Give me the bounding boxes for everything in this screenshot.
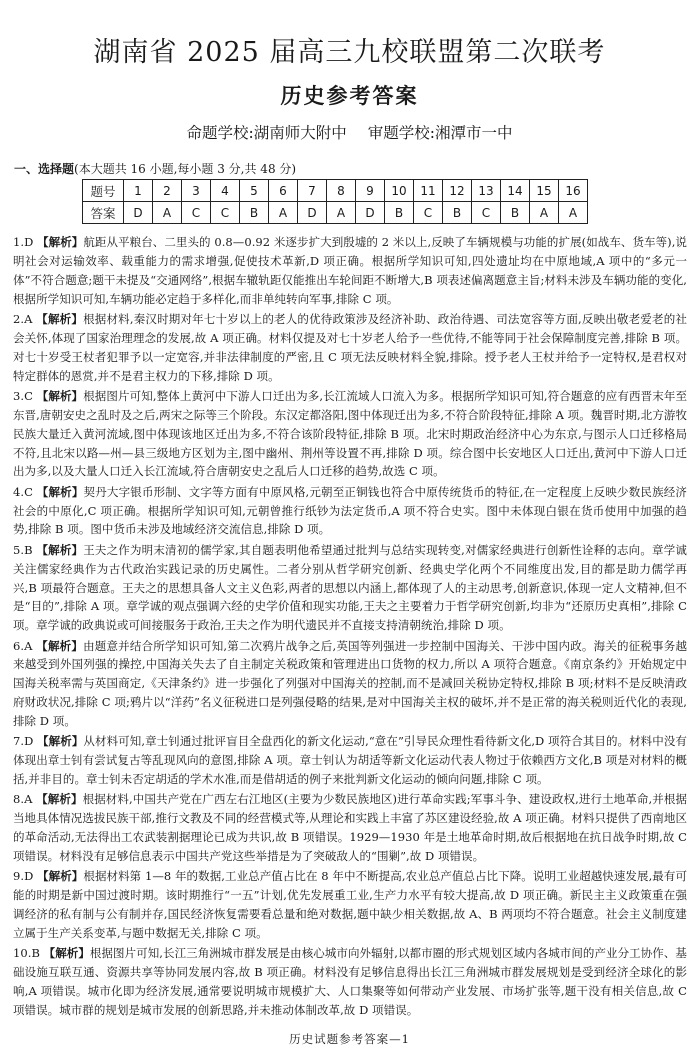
answer-cell: B <box>240 202 269 224</box>
answer-cell: A <box>269 202 298 224</box>
analysis-tag: 【解析】 <box>36 542 84 557</box>
explanation-text: 根据材料,秦汉时期对年七十岁以上的老人的优待政策涉及经济补助、政治待遇、司法宽容等方面,反映出敬老爱老的社会关怀,体现了国家治理理念的发展,故 A 项正确。材料仅提及对七十岁老人给予一些优待,不能等同于社会保障制度完善,排除 B 项。对七十岁受王杖者犯罪予以一定宽容,并非法律制度的严密,且 C 项无法反映材料全貌,排除。授予老人王杖并给予一定特权,是君权对特定群体的恩赏,并不是君主权力的下移,排除 D 项。 <box>13 311 687 383</box>
question-number: 7 <box>298 180 327 202</box>
explanation-label: 7.D <box>13 734 34 749</box>
reviewer-school: 审题学校:湘潭市一中 <box>367 124 513 142</box>
answer-table-number-row <box>83 180 588 202</box>
explanation-item <box>13 387 687 482</box>
explanation-item <box>13 867 687 943</box>
answer-cell: C <box>414 202 443 224</box>
explanation-item <box>13 310 687 386</box>
analysis-tag: 【解析】 <box>36 638 84 653</box>
explanation-text: 根据材料第 1—8 年的数据,工业总产值占比在 8 年中不断提高,农业总产值总占比下降。说明工业超越快速发展,最有可能的时期是新中国过渡时期。该时期推行“一五”计划,优先发展重工业,生产力水平有较大提高,故 D 项正确。新民主主义政策重在强调经济的私有制与公有制并存,国民经济恢复需要看总量和绝对数据,题中缺少相关数据,故 A、B 两项均不符合题意。社会主义制度建立属于生产关系变革,与题中数据无关,排除 C 项。 <box>13 869 687 940</box>
analysis-tag: 【解析】 <box>36 311 84 326</box>
explanation-text: 航距从平粮台、二里头的 0.8—0.92 米逐步扩大到殷墟的 2 米以上,反映了车辆规模与功能的扩展(如战车、货车等),说明社会对运输效率、载重能力的需求增强,促使技术革新,D 项正确。根据所学知识可知,四处遗址均在中原地域,A 项中的“多元一体”不符合题意;题干未提及“交通网络”,根据车辙轨距仅能推出车轮间距不断增大,B 项表述偏离题意主旨;材料未涉及车辆功能的变化,根据所学知识可知,车辆功能必定趋于多样化,而非单纯转向军事,排除 C 项。 <box>13 235 687 306</box>
explanation-text: 由题意并结合所学知识可知,第二次鸦片战争之后,英国等列强进一步控制中国海关、干涉中国内政。海关的征税事务越来越受到外国列强的操控,中国海关失去了自主制定关税政策和管理进出口货物的权力,所以 A 项符合题意。《南京条约》开始规定中国海关税率需与英国商定,《天津条约》进一步强化了列强对中国海关的控制,而不是减回关税协定特权,排除 B 项;材料不是反映清政府财政状况,排除 C 项;鸦片以“洋药”名义征税进口是列强侵略的结果,是对中国海关主权的破坏,并不是正常的海关税则近代化的表现,排除 D 项。 <box>13 638 687 729</box>
explanation-list <box>13 233 687 1021</box>
section-title: 一、选择题 <box>14 162 75 176</box>
explanation-label: 5.B <box>13 542 33 557</box>
answer-cell: A <box>153 202 182 224</box>
explanation-label: 6.A <box>13 638 33 653</box>
explanation-item <box>13 541 687 636</box>
question-number: 13 <box>472 180 501 202</box>
answer-cell: C <box>182 202 211 224</box>
answer-cell: A <box>327 202 356 224</box>
explanation-text: 契丹大字银币形制、文字等方面有中原风格,元朝至正铜钱也符合中原传统货币的特征,在一定程度上反映少数民族经济社会的中原化,C 项正确。根据所学知识可知,元朝曾推行纸钞为法定货币,A 项不符合史实。图中未体现白银在货币使用中加强的趋势,排除 B 项。图中货币未涉及地域经济交流信息,排除 D 项。 <box>13 484 687 537</box>
analysis-tag: 【解析】 <box>43 946 90 961</box>
question-number: 15 <box>530 180 559 202</box>
question-number: 3 <box>182 180 211 202</box>
answer-cell: D <box>124 202 153 224</box>
section-instructions: (本大题共 16 小题,每小题 3 分,共 48 分) <box>74 162 297 176</box>
setter-school: 命题学校:湖南师大附中 <box>186 124 347 142</box>
explanation-item <box>13 233 687 309</box>
answer-cell: B <box>385 202 414 224</box>
exam-title: 湖南省 2025 届高三九校联盟第二次联考 <box>93 37 606 68</box>
explanation-text: 王夫之作为明末清初的儒学家,其自题表明他希望通过批判与总结实现转变,对儒家经典进行创新性诠释的志向。章学诚关注儒家经典作为古代政治实践记录的历史属性。二者分别从哲学研究创新、经典史学化两个不同维度出发,目的都是助力儒学再兴,B 项最符合题意。王夫之的思想具备人文主义色彩,两者的思想以内涵上,都体现了人的主动思考,创新意识,体现一定人文精神,但不是“目的”,排除 A 项。章学诚的观点强调六经的史学价值和现实功能,王夫之主要着力于哲学研究创新,均非为“还原历史真相”,排除 C 项。章学诚的政典说或可间接服务于政治,王夫之作为明代遗民并不直接支持清朝统治,排除 D 项。 <box>13 542 687 633</box>
question-number: 6 <box>269 180 298 202</box>
explanation-text: 根据材料,中国共产党在广西左右江地区(主要为少数民族地区)进行革命实践;军事斗争、建设政权,进行土地革命,并根据当地具体情况选拔民族干部,推行文教及不同的经营模式等,从理论和实践上丰富了苏区建设经验,故 A 项正确。材料只提供了西南地区的革命活动,无法得出工农武装割据理论已成为共识,故 B 项错误。1929—1930 年是土地革命时期,故后根据地在抗日战争时期,故 C 项错误。材料没有足够信息表示中国共产党这些举措是为了突破敌人的“围剿”,故 D 项错误。 <box>13 792 687 864</box>
analysis-tag: 【解析】 <box>37 235 84 249</box>
explanation-item <box>13 637 687 732</box>
analysis-tag: 【解析】 <box>36 484 84 499</box>
analysis-tag: 【解析】 <box>36 388 84 403</box>
explanation-label: 9.D <box>13 869 34 884</box>
section-heading <box>14 160 296 177</box>
question-number: 8 <box>327 180 356 202</box>
question-number: 16 <box>559 180 588 202</box>
answer-cell: C <box>472 202 501 224</box>
explanation-label: 3.C <box>13 388 33 403</box>
row-label-answer: 答案 <box>83 202 124 224</box>
question-number: 11 <box>414 180 443 202</box>
answer-subtitle: 历史参考答案 <box>280 83 419 108</box>
answer-cell: B <box>443 202 472 224</box>
answer-table <box>82 179 588 224</box>
school-credits <box>0 121 699 143</box>
analysis-tag: 【解析】 <box>36 792 83 807</box>
explanation-text: 根据图片可知,长江三角洲城市群发展是由核心城市向外辐射,以都市圈的形式规划区域内各城市间的产业分工协作、基础设施互联互通、资源共享等协同发展内容,故 B 项正确。材料没有足够信息得出长江三角洲城市群发展规划是受到经济全球化的影响,A 项错误。城市化即为经济发展,通常要说明城市规模扩大、人口集聚等如何带动产业发展、市场扩张等,题干没有相关信息,故 C 项错误。城市群的规划是城市发展的创新思路,并未推动体制改革,故 D 项错误。 <box>13 946 687 1017</box>
explanation-item <box>13 732 687 789</box>
explanation-text: 从材料可知,章士钊通过批评盲目全盘西化的新文化运动,“意在”引导民众理性看待新文化,D 项符合其目的。材料中没有体现出章士钊有尝试复古等乱现风向的意图,排除 A 项。章士钊认为胡适等新文化运动代表人物过于依赖西方文化,B 项是对材料的概括,并非目的。章士钊未否定胡适的学术水准,而是借胡适的例子来批判新文化运动的倾向问题,排除 C 项。 <box>13 734 687 787</box>
question-number: 5 <box>240 180 269 202</box>
question-number: 9 <box>356 180 385 202</box>
explanation-label: 8.A <box>13 792 33 807</box>
explanation-label: 1.D <box>13 235 34 249</box>
explanation-label: 2.A <box>13 311 33 326</box>
question-number: 14 <box>501 180 530 202</box>
answer-cell: D <box>356 202 385 224</box>
answer-table-answer-row <box>83 202 588 224</box>
explanation-item <box>13 944 687 1020</box>
explanation-label: 10.B <box>13 946 40 961</box>
question-number: 1 <box>124 180 153 202</box>
question-number: 12 <box>443 180 472 202</box>
answer-cell: C <box>211 202 240 224</box>
analysis-tag: 【解析】 <box>37 869 84 884</box>
question-number: 10 <box>385 180 414 202</box>
analysis-tag: 【解析】 <box>37 734 84 749</box>
answer-cell: B <box>501 202 530 224</box>
question-number: 4 <box>211 180 240 202</box>
explanation-label: 4.C <box>13 484 33 499</box>
row-label-number: 题号 <box>83 180 124 202</box>
explanation-item <box>13 790 687 866</box>
answer-cell: A <box>559 202 588 224</box>
question-number: 2 <box>153 180 182 202</box>
explanation-text: 根据图片可知,整体上黄河中下游人口迁出为多,长江流域人口流入为多。根据所学知识可知,符合题意的应有西晋末年至东晋,唐朝安史之乱时及之后,两宋之际等三个阶段。东汉定都洛阳,图中体现迁出为多,不符合阶段特征,排除 A 项。魏晋时期,北方游牧民族大量迁入黄河流域,图中体现该地区迁出为多,不符合该阶段特征,排除 B 项。北宋时期政治经济中心为东京,与图示人口迁移格局不符,且北宋以路—州—县三级地方区划为主,图中幽州、荆州等设置不再,排除 D 项。综合图中长安地区人口迁出,黄河中下游人口迁出为多,以及大量人口迁入长江流域,符合唐朝安史之乱后人口迁移的趋势,故选 C 项。 <box>13 388 687 479</box>
answer-cell: A <box>530 202 559 224</box>
answer-cell: D <box>298 202 327 224</box>
explanation-item <box>13 483 687 540</box>
page-footer: 历史试题参考答案—1 <box>289 1032 410 1046</box>
